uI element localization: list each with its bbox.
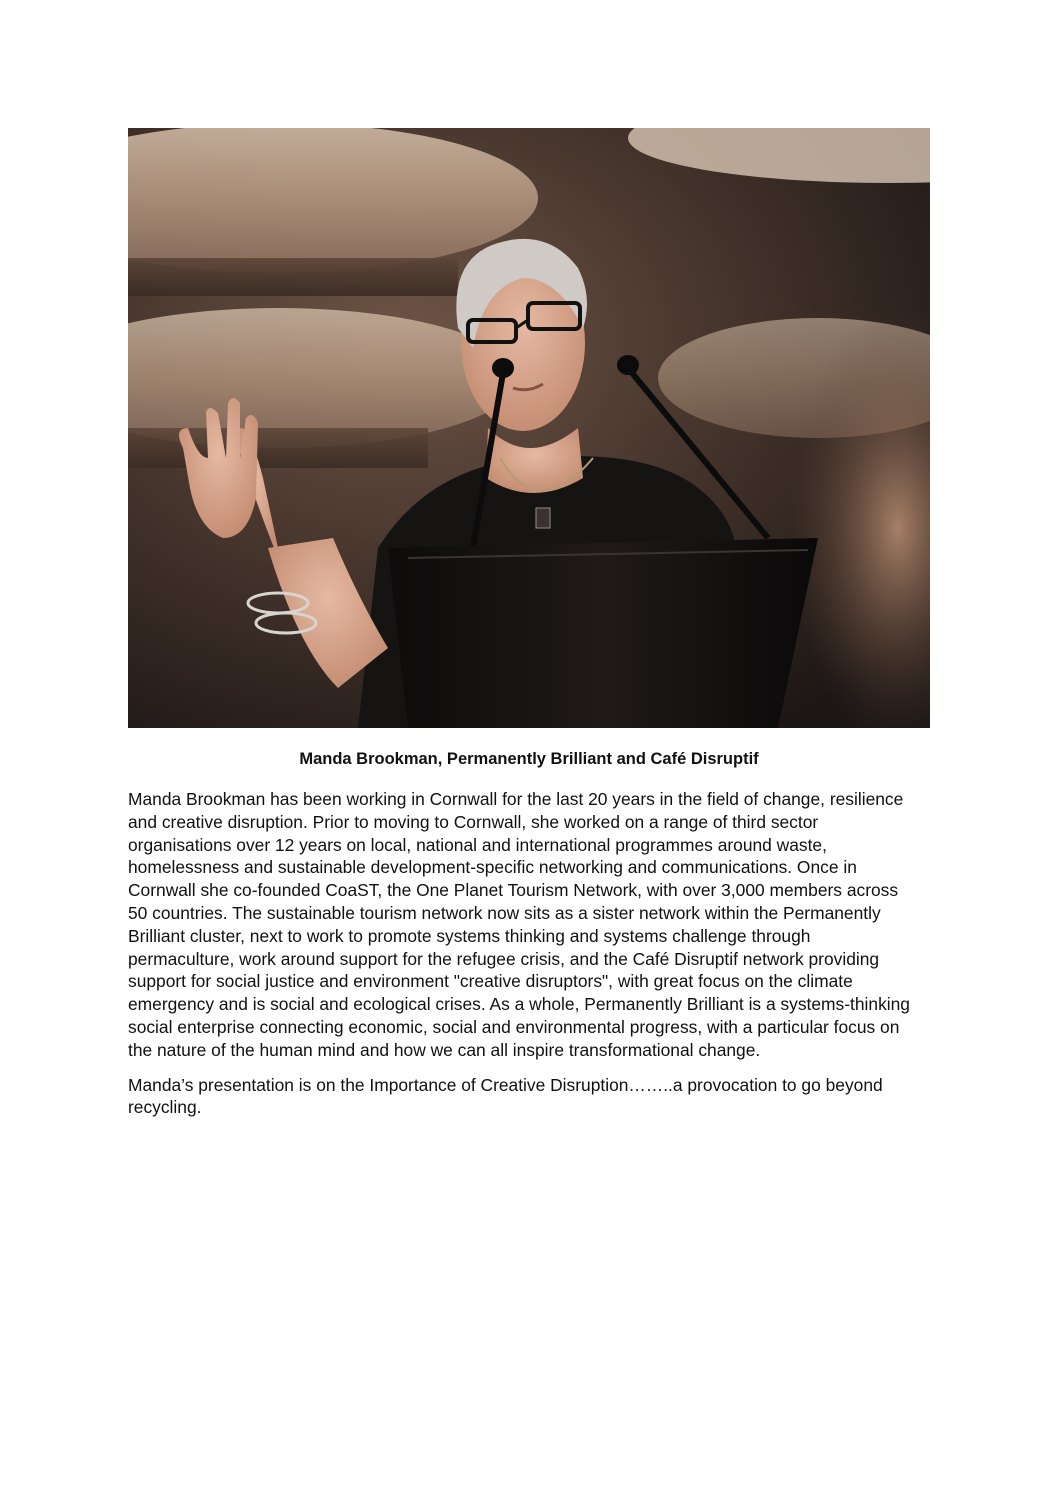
text-line: emergency and is social and ecological crises. As a whole, Permanently Brilliant is a systems-thinking [128,994,910,1015]
speaker-photo-illustration [128,128,930,728]
text-line: social enterprise connecting economic, social and environmental progress, with a particular focus on [128,1016,900,1037]
speaker-bio [128,788,930,1131]
text-line: homelessness and sustainable development-specific networking and communications. Once in [128,857,857,878]
text-line: recycling. [128,1097,202,1118]
text-line: Brilliant cluster, next to work to promote systems thinking and systems challenge through [128,925,811,946]
text-line: and creative disruption. Prior to moving to Cornwall, she worked on a range of third sector [128,811,819,832]
text-line: support for social justice and environment "creative disruptors", with great focus on the climate [128,971,853,992]
text-line: organisations over 12 years on local, national and international programmes around waste, [128,834,827,855]
text-line: Manda Brookman has been working in Cornwall for the last 20 years in the field of change, resilience [128,789,904,809]
speaker-photo [128,128,930,728]
text-line: Cornwall she co-founded CoaST, the One Planet Tourism Network, with over 3,000 members across [128,880,899,901]
text-line: 50 countries. The sustainable tourism network now sits as a sister network within the Permanently [128,902,881,923]
bio-paragraph-1 [128,788,930,1062]
text-line: permaculture, work around support for the refugee crisis, and the Café Disruptif network providing [128,948,880,969]
bio-paragraph-2 [128,1074,930,1120]
text-line: the nature of the human mind and how we can all inspire transformational change. [128,1039,761,1060]
text-line: Manda’s presentation is on the Importance of Creative Disruption……..a provocation to go beyond [128,1074,883,1095]
photo-caption: Manda Brookman, Permanently Brilliant and Café Disruptif [299,750,759,768]
